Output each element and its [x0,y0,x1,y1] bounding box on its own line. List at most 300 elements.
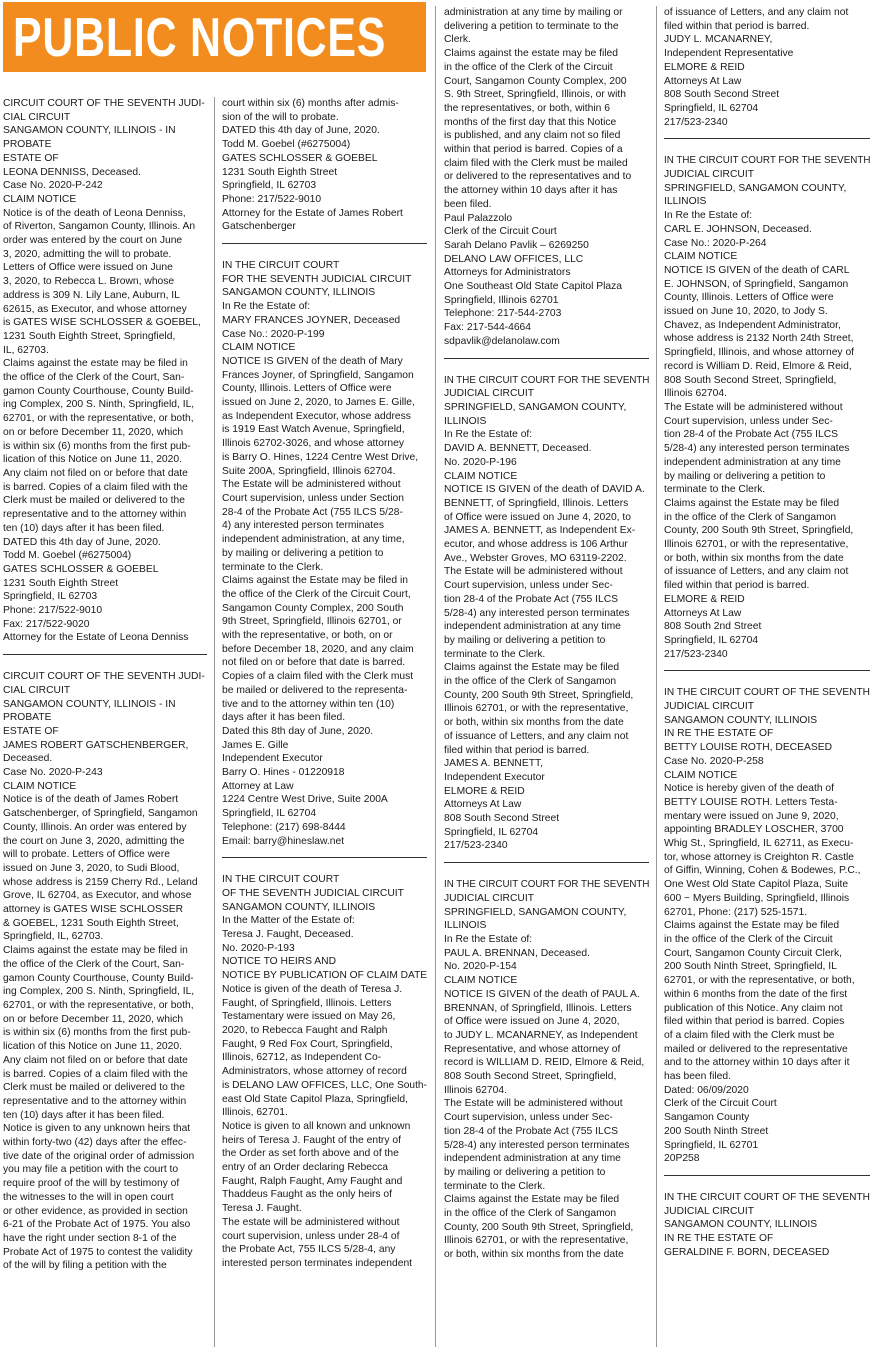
notice-line: Illinois 62701, or with the representative, [664,539,849,551]
notice-line: Claims against the Estate may be filed in [222,575,409,587]
notice-line: Suite 200A, Springfield, Illinois 62704. [222,465,396,477]
notice-line: Claims against the Estate may be filed [444,1194,620,1206]
notice-line: Court, Sangamon County Circuit Clerk, [664,947,842,959]
notice-line: within that period is barred. Copies of a [444,144,623,156]
notice-line: representative and to the attorney within [3,509,187,521]
notice-line: issued on June 10, 2020, to Jody S. [664,306,828,318]
legal-notice [222,857,427,1270]
notice-line: Chavez, as Independent Administrator, [664,319,841,331]
notice-line: of Office were issued on June 4, 2020, to [444,511,631,523]
notice-line: Court supervision, unless under Section [222,492,405,504]
notice-line: CIAL CIRCUIT [3,684,71,696]
notice-line: 808 South Second Street, Springfield, [444,1071,617,1083]
notice-line: of issuance of Letters, and any claim not [664,566,849,578]
notice-line: Clerk of the Circuit Court [444,226,557,238]
legal-notice [444,6,649,349]
notice-line: representative and to the attorney within [3,1095,187,1107]
notice-line: or both, within six months from the date [664,552,844,564]
notice-line: Fax: 217/522-9020 [3,618,90,630]
notice-line: Case No. 2020-P-243 [3,767,103,779]
notice-line: been filed. [444,198,492,210]
notice-line: Court supervision, unless under Sec- [664,415,833,427]
notice-line: in the office of the Clerk of Sangamon [444,1208,617,1220]
notice-line: NOTICE IS GIVEN of the death of Mary [222,355,403,367]
notice-line: CIRCUIT COURT OF THE SEVENTH JUDI- [3,671,205,683]
notice-line: you may file a petition with the court to [3,1164,179,1176]
legal-notice [444,862,649,1262]
notice-line: The Estate will be administered without [222,479,401,491]
notice-line: IN THE CIRCUIT COURT [222,260,340,272]
notice-line: in the office of the Clerk of the Circuit [664,934,833,945]
notice-line: County, 200 South 9th Street, Springfield, [444,689,634,701]
notice-line: Notice is given to any unknown heirs that [3,1123,191,1135]
notice-line: PAUL A. BRENNAN, Deceased. [444,947,590,959]
notice-line: 62701, or with the representative, or both, [3,1000,194,1011]
notice-line: 217/523-2340 [664,648,728,660]
notice-line: the witnesses to the will in open court [3,1191,174,1203]
notice-line: JAMES A. BENNETT, as Independent Ex- [444,525,636,537]
notice-line: administration at any time by mailing or [444,7,623,18]
notice-line: Claims against the estate may be filed in [3,945,188,957]
notice-line: The Estate will be administered without [444,566,623,578]
legal-notice [664,1175,870,1260]
notice-line: Gatschenberger [222,221,296,233]
notice-line: 62701, Phone: (217) 525-1571. [664,906,808,918]
notice-line: Illinois 62701, or with the representative, [444,1235,629,1247]
notice-line: Springfield, IL 62704 [222,808,317,820]
notice-line: In Re the Estate of: [222,301,311,313]
notice-line: sion of the will to probate. [222,111,339,123]
notice-line: IN THE CIRCUIT COURT OF THE SEVENTH [664,687,870,699]
notice-line: of Giffin, Winning, Cohen & Bodewes, P.C., [664,865,861,877]
notice-line: Attorneys At Law [664,75,742,87]
notice-line: ELMORE & REID [664,61,745,73]
notice-line: is DELANO LAW OFFICES, LLC, One South- [222,1079,427,1091]
notice-column-2 [222,97,427,1347]
notice-line: GATES SCHLOSSER & GOEBEL [222,152,378,164]
legal-notice [222,97,427,234]
notice-line: Probate Act of 1975 to contest the validity [3,1246,193,1258]
notice-line: Independent Representative [664,48,794,60]
legal-notice [3,97,207,645]
notice-line: Case No. 2020-P-242 [3,180,103,192]
notice-line: is barred. Copies of a claim filed with the [3,481,188,493]
notice-line: Whig St., Springfield, IL 62711, as Execu- [664,838,854,850]
notice-line: NOTICE IS GIVEN of the death of CARL [664,264,850,276]
notice-line: by mailing or delivering a petition to [444,634,606,646]
notice-line: Illinois, 62701. [222,1107,288,1119]
notice-line: the Order as set forth above and of the [222,1148,399,1160]
notice-line: Attorney for the Estate of James Robert [222,207,403,219]
notice-line: on or before December 11, 2020, which [3,1013,184,1025]
notice-line: Claims against the Estate may be filed [664,497,840,509]
notice-line: BRENNAN, of Springfield, Illinois. Letters [444,1002,632,1014]
notice-line: whose address is 2132 North 24th Street, [664,333,854,345]
notice-line: One West Old State Capitol Plaza, Suite [664,879,849,891]
notice-line: Court supervision, unless under Sec- [444,1112,613,1124]
notice-line: of the will by filing a petition with the [3,1260,167,1272]
notice-line: Illinois 62701, or with the representative, [444,703,629,715]
notice-line: Phone: 217/522-9010 [3,605,103,617]
notice-line: Springfield, Illinois, and whose attorney of [664,347,855,359]
notice-line: sdpavlik@delanolaw.com [444,335,560,347]
notice-line: In the Matter of the Estate of: [222,915,355,927]
notice-line: Court, Sangamon County Complex, 200 [444,75,627,87]
notice-line: County, Illinois. Letters of Office were [222,383,392,395]
notice-line: Attorney at Law [222,780,294,792]
notice-line: LEONA DENNISS, Deceased. [3,166,141,178]
notice-line: In Re the Estate of: [664,210,753,222]
notice-line: entry of an Order declaring Rebecca [222,1162,388,1174]
notice-line: GATES SCHLOSSER & GOEBEL [3,563,159,575]
notice-line: be mailed or delivered to the representa- [222,684,408,696]
notice-line: by mailing or delivering a petition to [222,547,384,559]
notice-line: ecutor, and whose address is 106 Arthur [444,539,628,551]
notice-line: ILLINOIS [664,196,707,208]
notice-line: Springfield, IL 62704 [664,102,759,114]
notice-line: Court supervision, unless under Sec- [444,580,613,592]
notice-line: The Estate will be administered without [664,401,843,413]
notice-line: terminate to the Clerk. [444,648,546,660]
notice-line: County, 200 South 9th Street, Springfield, [664,525,854,537]
notice-line: 62615, as Executor, and whose attorney [3,303,187,315]
notice-line: James E. Gille [222,739,289,751]
notice-line: 2020, to Rebecca Faught and Ralph [222,1025,388,1036]
notice-line: terminate to the Clerk. [444,1180,546,1192]
notice-line: JUDICIAL CIRCUIT [444,892,535,904]
notice-line: publication of this Notice. Any claim not [664,1002,843,1014]
notice-line: in the office of the Clerk of Sangamon [664,511,837,523]
notice-line: independent administration at any time [664,456,841,468]
notice-line: is barred. Copies of a claim filed with the [3,1068,188,1080]
notice-line: BETTY LOUISE ROTH. Letters Testa- [664,796,838,808]
notice-line: tive and to the attorney within ten (10) [222,698,395,710]
notice-line: Sangamon County Complex, 200 South [222,602,404,614]
notice-line: appointing BRADLEY LOSCHER, 3700 [664,824,844,836]
notice-line: will to probate. Letters of Office were [3,849,170,861]
notice-line: CLAIM NOTICE [3,780,77,792]
notice-line: Testamentary were issued on May 26, [222,1011,396,1023]
notice-line: Sangamon County [664,1112,750,1124]
notice-line: Case No.: 2020-P-199 [222,328,325,340]
notice-line: Copies of a claim filed with the Clerk must [222,671,414,683]
notice-line: 600 ~ Myers Building, Springfield, Illinois [664,892,850,904]
notice-line: DATED this 4th day of June, 2020. [3,536,161,548]
notice-line: tion 28-4 of the Probate Act (755 ILCS [664,429,839,441]
column-divider [214,97,215,1347]
notice-line: not filed on or before that date is barred. [222,657,406,669]
notice-line: Paul Palazzolo [444,212,513,224]
legal-notice [664,6,870,129]
notice-line: SPRINGFIELD, SANGAMON COUNTY, [444,401,627,413]
column-divider [656,6,657,1347]
notice-line: 808 South Second Street [664,89,780,101]
column-divider [435,6,436,1347]
notice-line: tion 28-4 of the Probate Act (755 ILCS [444,1125,619,1137]
notice-line: 5/28-4) any interested person terminates [664,443,850,455]
notice-line: Deceased. [3,753,53,765]
notice-line: Thaddeus Faught as the only heirs of [222,1189,393,1201]
notice-line: NOTICE BY PUBLICATION OF CLAIM DATE [222,970,427,982]
notice-line: Administrators, whose attorney of record [222,1066,407,1078]
notice-line: delivering a petition to terminate to the [444,20,619,32]
notice-line: JAMES ROBERT GATSCHENBERGER, [3,739,189,751]
notice-line: Illinois 62702-3026, and whose attorney [222,438,405,450]
notice-line: east Old State Capitol Plaza, Springfield, [222,1093,409,1105]
notice-line: FOR THE SEVENTH JUDICIAL CIRCUIT [222,273,412,285]
notice-line: 9th Street, Springfield, Illinois 62701, or [222,616,402,628]
notice-line: Teresa J. Faught, Deceased. [222,929,354,941]
notice-line: CLAIM NOTICE [664,769,738,781]
notice-line: Case No. 2020-P-258 [664,755,764,767]
notice-line: independent administration at any time [444,1153,621,1165]
notice-line: 217/523-2340 [664,116,728,128]
notice-line: NOTICE IS GIVEN of the death of DAVID A. [444,484,645,496]
notice-line: Notice is of the death of James Robert [3,794,179,806]
page-title: PUBLIC NOTICES [13,6,387,68]
notice-line: lication of this Notice on June 11, 2020. [3,454,182,466]
notice-line: on or before December 11, 2020, which [3,426,184,438]
notice-line: Attorneys At Law [444,799,522,811]
notice-line: or delivered to the representatives and to [444,171,632,183]
notice-line: terminate to the Clerk. [222,561,324,573]
notice-line: IN RE THE ESTATE OF [664,1233,774,1245]
notice-line: 200 South Ninth Street [664,1125,769,1137]
notice-line: PROBATE [3,139,52,151]
notice-line: Letters of Office were issued on June [3,262,173,274]
notice-line: Illinois, 62712, as Independent Co- [222,1052,382,1064]
notice-line: address is 309 N. Lily Lane, Auburn, IL [3,289,180,301]
notice-line: order was entered by the court on June [3,235,183,247]
notice-line: Attorneys At Law [664,607,742,619]
notice-line: CARL E. JOHNSON, Deceased. [664,223,812,235]
notice-line: of issuance of Letters, and any claim not [664,7,849,18]
notice-line: Notice is hereby given of the death of [664,783,835,795]
notice-line: tive date of the original order of admission [3,1150,195,1162]
notice-line: IN THE CIRCUIT COURT FOR THE SEVENTH [664,155,870,167]
notice-line: CLAIM NOTICE [664,251,738,263]
notice-line: NOTICE TO HEIRS AND [222,956,337,968]
notice-line: as Independent Executor, whose address [222,410,411,422]
notice-line: Barry O. Hines - 01220918 [222,767,345,779]
notice-line: Claims against the estate may be filed [444,48,618,60]
notice-line: ILLINOIS [444,415,487,427]
notice-line: mailed or delivered to the representative [664,1043,848,1055]
legal-notice [664,138,870,661]
notice-line: filed within that period is barred. [664,20,810,32]
notice-line: filed within that period is barred. Copies [664,1016,845,1028]
notice-line: Gatschenberger, of Springfield, Sangamon [3,808,198,820]
notice-line: interested person terminates independent [222,1257,413,1269]
notice-line: or both, within six months from the date [444,1249,624,1261]
notice-line: Clerk must be mailed or delivered to the [3,495,185,507]
notice-line: 28-4 of the Probate Act (755 ILCS 5/28- [222,506,403,518]
notice-line: lication of this Notice on June 11, 2020. [3,1041,182,1053]
notice-line: and to the attorney within 10 days after it [664,1057,850,1069]
notice-line: JUDICIAL CIRCUIT [664,1205,755,1217]
notice-line: In Re the Estate of: [444,429,533,441]
notice-line: Attorneys for Administrators [444,267,571,279]
notice-line: Attorney for the Estate of Leona Denniss [3,632,189,644]
notice-line: Phone: 217/522-9010 [222,193,322,205]
notice-line: attorney is GATES WISE SCHLOSSER [3,904,184,916]
notice-line: of Office were issued on June 4, 2020, [444,1016,620,1028]
notice-line: DAVID A. BENNETT, Deceased. [444,443,592,455]
notice-line: Email: barry@hineslaw.net [222,835,345,847]
notice-line: 217/523-2340 [444,840,508,852]
notice-line: Independent Executor [444,771,545,783]
notice-line: to JUDY L. MCANARNEY, as Independent [444,1029,638,1041]
legal-notice [444,358,649,854]
notice-line: The Estate will be administered without [444,1098,623,1110]
notice-line: issued on June 3, 2020, to Sudi Blood, [3,862,180,874]
notice-line: 808 South 2nd Street [664,621,762,633]
notice-line: is GATES WISE SCHLOSSER & GOEBEL, [3,317,201,329]
notice-line: SANGAMON COUNTY, ILLINOIS - IN [3,125,176,137]
notice-line: Illinois 62704. [664,388,727,400]
notice-line: Dated: 06/09/2020 [664,1084,749,1096]
notice-line: IN THE CIRCUIT COURT OF THE SEVENTH [664,1191,870,1203]
notice-line: with the representative, or both, on or [222,630,393,642]
notice-line: Springfield, IL, 62703. [3,931,104,943]
notice-line: Clerk of the Circuit Court [664,1098,777,1110]
notice-line: the court on June 3, 2020, admitting the [3,835,185,847]
notice-line: Frances Joyner, of Springfield, Sangamon [222,369,414,381]
notice-line: has been filed. [664,1071,731,1083]
notice-line: BENNETT, of Springfield, Illinois. Letters [444,497,629,509]
notice-line: CIAL CIRCUIT [3,111,71,123]
notice-line: the attorney within 10 days after it has [444,185,618,197]
notice-line: ELMORE & REID [444,785,525,797]
notice-line: independent administration, at any time, [222,534,405,546]
notice-line: court supervision, unless under 28-4 of [222,1230,400,1242]
notice-line: Springfield, Illinois 62701 [444,294,559,306]
notice-line: County, Illinois. An order was entered by [3,821,187,833]
notice-line: No. 2020-P-196 [444,456,517,468]
notice-line: independent administration at any time [444,621,621,633]
legal-notice [3,654,207,1273]
notice-line: DELANO LAW OFFICES, LLC [444,253,584,265]
notice-line: days after it has been filed. [222,712,346,724]
notice-line: is Barry O. Hines, 1224 Centre West Drive, [222,451,419,463]
notice-line: require proof of the will by testimony of [3,1178,180,1190]
notice-line: claim filed with the Clerk must be mailed [444,157,628,169]
notice-line: Telephone: 217-544-2703 [444,308,562,320]
notice-line: IN THE CIRCUIT COURT FOR THE SEVENTH [444,879,649,891]
notice-line: or both, within six months from the date [444,717,624,729]
notice-line: Springfield, IL 62704 [444,826,539,838]
notice-line: ELMORE & REID [664,593,745,605]
notice-line: gamon County Courthouse, County Build- [3,385,194,397]
notice-line: Notice is given to all known and unknown [222,1120,411,1132]
notice-line: Independent Executor [222,753,323,765]
notice-line: 5/28-4) any interested person terminates [444,607,630,619]
notice-line: record is William D. Reid, Elmore & Reid, [664,360,852,372]
notice-line: 20P258 [664,1153,700,1165]
notice-line: Case No.: 2020-P-264 [664,237,767,249]
notice-line: 6-21 of the Probate Act of 1975. You also [3,1219,191,1231]
notice-column-4 [664,6,870,1347]
notice-line: 1231 South Eighth Street [222,166,338,178]
notice-line: months of the first day that this Notice [444,116,617,128]
notice-line: ESTATE OF [3,725,59,737]
notice-line: County, 200 South 9th Street, Springfield, [444,1221,634,1233]
notice-line: 1231 South Eighth Street [3,577,119,589]
notice-line: Springfield, IL 62701 [664,1139,759,1151]
notice-line: SANGAMON COUNTY, ILLINOIS - IN [3,698,176,710]
notice-column-1 [3,97,207,1347]
notice-line: mentary were issued on June 9, 2020, [664,810,839,822]
notice-line: 62701, or with the representative, or both, [3,413,194,425]
notice-line: JUDICIAL CIRCUIT [664,701,755,713]
notice-line: 5/28-4) any interested person terminates [444,1139,630,1151]
notice-line: by mailing or delivering a petition to [444,1166,606,1178]
notice-line: Faught, Ralph Faught, Amy Faught and [222,1175,403,1187]
notice-line: heirs of Teresa J. Faught of the entry of [222,1134,401,1146]
notice-line: Representative, and whose attorney of [444,1043,621,1055]
notice-line: SANGAMON COUNTY, ILLINOIS [222,901,376,913]
notice-line: Claims against the Estate may be filed [444,662,620,674]
notice-line: JAMES A. BENNETT, [444,758,543,770]
notice-line: IN THE CIRCUIT COURT FOR THE SEVENTH [444,374,649,386]
notice-line: in the office of the Clerk of Sangamon [444,676,617,688]
notice-line: 200 South Ninth Street, Springfield, IL [664,961,837,973]
notice-line: Faught, of Springfield, Illinois. Letters [222,997,392,1009]
notice-line: JUDICIAL CIRCUIT [444,388,535,400]
notice-line: One Southeast Old State Capitol Plaza [444,281,623,293]
notice-line: by mailing or delivering a petition to [664,470,826,482]
notice-line: 1224 Centre West Drive, Suite 200A [222,794,388,806]
notice-line: CLAIM NOTICE [3,193,77,205]
notice-line: whose address is 2159 Cherry Rd., Leland [3,876,198,888]
notice-line: Springfield, IL 62704 [664,634,759,646]
notice-line: GERALDINE F. BORN, DECEASED [664,1246,830,1258]
notice-line: Springfield, IL 62703 [222,180,317,192]
notice-line: Springfield, IL 62703 [3,591,98,603]
notice-line: court within six (6) months after admis- [222,98,399,109]
notice-line: Todd M. Goebel (#6275004) [222,139,351,151]
notice-line: filed within that period is barred. [444,744,590,756]
notice-line: 808 South Second Street, Springfield, [664,374,837,386]
notice-line: have the right under section 8-1 of the [3,1232,177,1244]
notice-line: ILLINOIS [444,920,487,932]
legal-notice [222,243,427,848]
notice-line: SPRINGFIELD, SANGAMON COUNTY, [444,906,627,918]
notice-line: No. 2020-P-193 [222,942,295,954]
notice-line: S. 9th Street, Springfield, Illinois, or with [444,89,626,101]
notice-line: 808 South Second Street [444,813,560,825]
notice-line: PROBATE [3,712,52,724]
notice-line: No. 2020-P-154 [444,961,517,973]
notice-line: CLAIM NOTICE [444,470,518,482]
notice-line: in the office of the Clerk of the Circuit [444,61,613,73]
notice-line: issued on June 2, 2020, to James E. Gille, [222,397,415,409]
notice-line: within 6 months from the date of the first [664,988,848,1000]
notice-line: In Re the Estate of: [444,934,533,945]
notice-line: of Riverton, Sangamon County, Illinois. An [3,221,196,233]
notice-line: The estate will be administered without [222,1216,400,1228]
notice-line: Telephone: (217) 698-8444 [222,821,346,833]
notice-line: tor, whose attorney is Creighton R. Castle [664,851,855,863]
notice-line: tion 28-4 of the Probate Act (755 ILCS [444,593,619,605]
notice-line: Todd M. Goebel (#6275004) [3,550,132,562]
notice-line: before December 18, 2020, and any claim [222,643,414,655]
notice-line: Grove, IL 62704, as Executor, and whose [3,890,192,902]
notice-line: Faught, 9 Red Fox Court, Springfield, [222,1038,393,1050]
notice-line: 3, 2020, to Rebecca L. Brown, whose [3,276,175,288]
notice-line: MARY FRANCES JOYNER, Deceased [222,314,401,326]
notice-line: IN THE CIRCUIT COURT [222,874,340,886]
